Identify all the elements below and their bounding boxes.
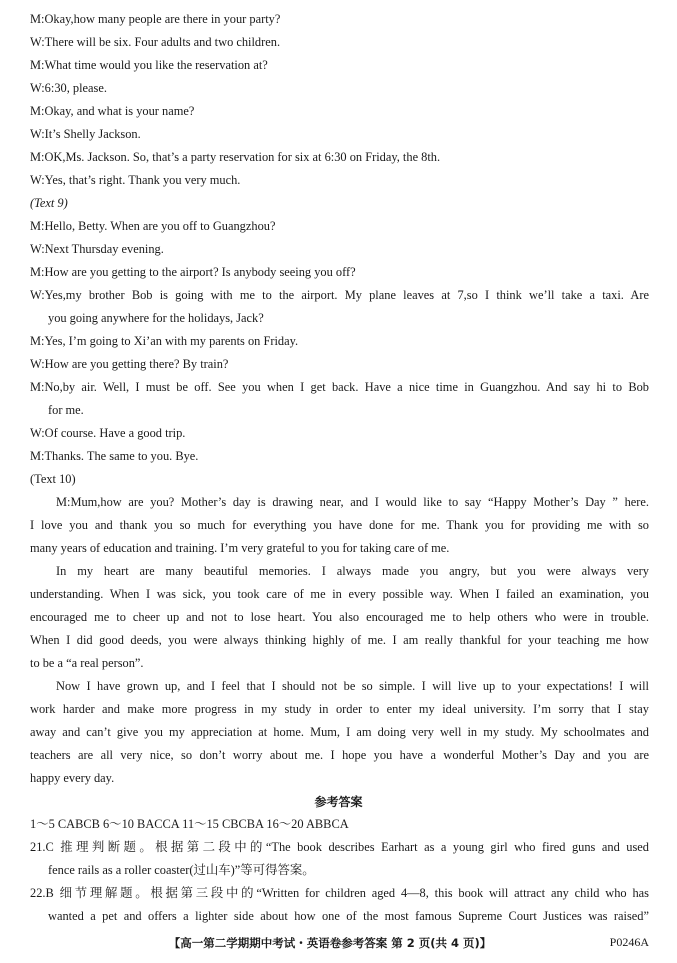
document-code: P0246A	[609, 935, 649, 949]
dialogue-line: M:Yes, I’m going to Xi’an with my parents on Friday.	[30, 334, 299, 348]
dialogue-line: W:Of course. Have a good trip.	[30, 426, 186, 440]
letter-line: many years of education and training. I’m very grateful to you for taking care of me.	[30, 541, 450, 555]
answers-heading: 参考答案	[314, 795, 363, 809]
letter-line: away and can’t give you my appreciation at home. Mum, I am doing very well in my study. My schoolmates and	[30, 725, 649, 739]
answer-line: 1～5 CABCB 6～10 BACCA 11～15 CBCBA 16～20 ABBCA	[30, 817, 349, 831]
answer-line: wanted a pet and offers a lighter side about how one of the most famous Supreme Court Justices was raised”	[48, 909, 649, 923]
letter-line: happy every day.	[30, 771, 115, 785]
answer-line: 22.B 细节理解题。根据第三段中的“Written for children aged 4—8, this book will attract any child who has	[30, 886, 649, 900]
dialogue-line: W:Next Thursday evening.	[30, 242, 164, 256]
letter-line: work harder and make more progress in my study in order to enter my ideal university. I’m sorry that I stay	[30, 702, 649, 716]
dialogue-line: M:What time would you like the reservation at?	[30, 58, 268, 72]
dialogue-line: M:OK,Ms. Jackson. So, that’s a party reservation for six at 6:30 on Friday, the 8th.	[30, 150, 441, 164]
text-10-label: (Text 10)	[30, 472, 76, 486]
letter-line: understanding. When I was sick, you took care of me in every possible way. When I failed an examination, you	[30, 587, 649, 601]
letter-line: encouraged me to cheer up and not to lose heart. You also encouraged me to help others who were in trouble.	[30, 610, 649, 624]
dialogue-line: M:Hello, Betty. When are you off to Guangzhou?	[30, 219, 276, 233]
page-footer: 【高一第二学期期中考试・英语卷参考答案 第 2 页(共 4 页)】	[168, 936, 492, 950]
answer-line: 21.C 推理判断题。根据第二段中的“The book describes Earhart as a young girl who fired guns and used	[30, 840, 649, 854]
dialogue-line: W:It’s Shelly Jackson.	[30, 127, 141, 141]
letter-line: Now I have grown up, and I feel that I should not be so simple. I will live up to your expectations! I will	[56, 679, 649, 693]
letter-line: teachers are all very nice, so don’t worry about me. I hope you have a wonderful Mother’s Day and you are	[30, 748, 649, 762]
letter-line: I love you and thank you so much for everything you have done for me. Thank you for providing me with so	[30, 518, 649, 532]
dialogue-line: W:Yes, that’s right. Thank you very much.	[30, 173, 241, 187]
dialogue-line: W:6:30, please.	[30, 81, 107, 95]
dialogue-line: M:How are you getting to the airport? Is anybody seeing you off?	[30, 265, 356, 279]
dialogue-line: you going anywhere for the holidays, Jack?	[48, 311, 264, 325]
text-9-label: (Text 9)	[30, 196, 68, 210]
dialogue-line: W:There will be six. Four adults and two children.	[30, 35, 281, 49]
letter-line: M:Mum,how are you? Mother’s day is drawing near, and I would like to say “Happy Mother’s Day ” here.	[56, 495, 649, 509]
dialogue-line: W:How are you getting there? By train?	[30, 357, 229, 371]
letter-line: When I did good deeds, you were always thinking highly of me. I am really thankful for your teaching me how	[30, 633, 649, 647]
dialogue-line: M:Okay, and what is your name?	[30, 104, 195, 118]
dialogue-line: M:Thanks. The same to you. Bye.	[30, 449, 199, 463]
dialogue-line: W:Yes,my brother Bob is going with me to the airport. My plane leaves at 7,so I think we’ll take a taxi. Are	[30, 288, 649, 302]
letter-line: In my heart are many beautiful memories. I always made you angry, but you were always very	[56, 564, 649, 578]
dialogue-line: M:No,by air. Well, I must be off. See you when I get back. Have a nice time in Guangzhou. And say hi to Bob	[30, 380, 649, 394]
answer-line: fence rails as a roller coaster(过山车)”等可得答案。	[48, 863, 315, 877]
dialogue-line: M:Okay,how many people are there in your party?	[30, 12, 281, 26]
letter-line: to be a “a real person”.	[30, 656, 144, 670]
dialogue-line: for me.	[48, 403, 84, 417]
